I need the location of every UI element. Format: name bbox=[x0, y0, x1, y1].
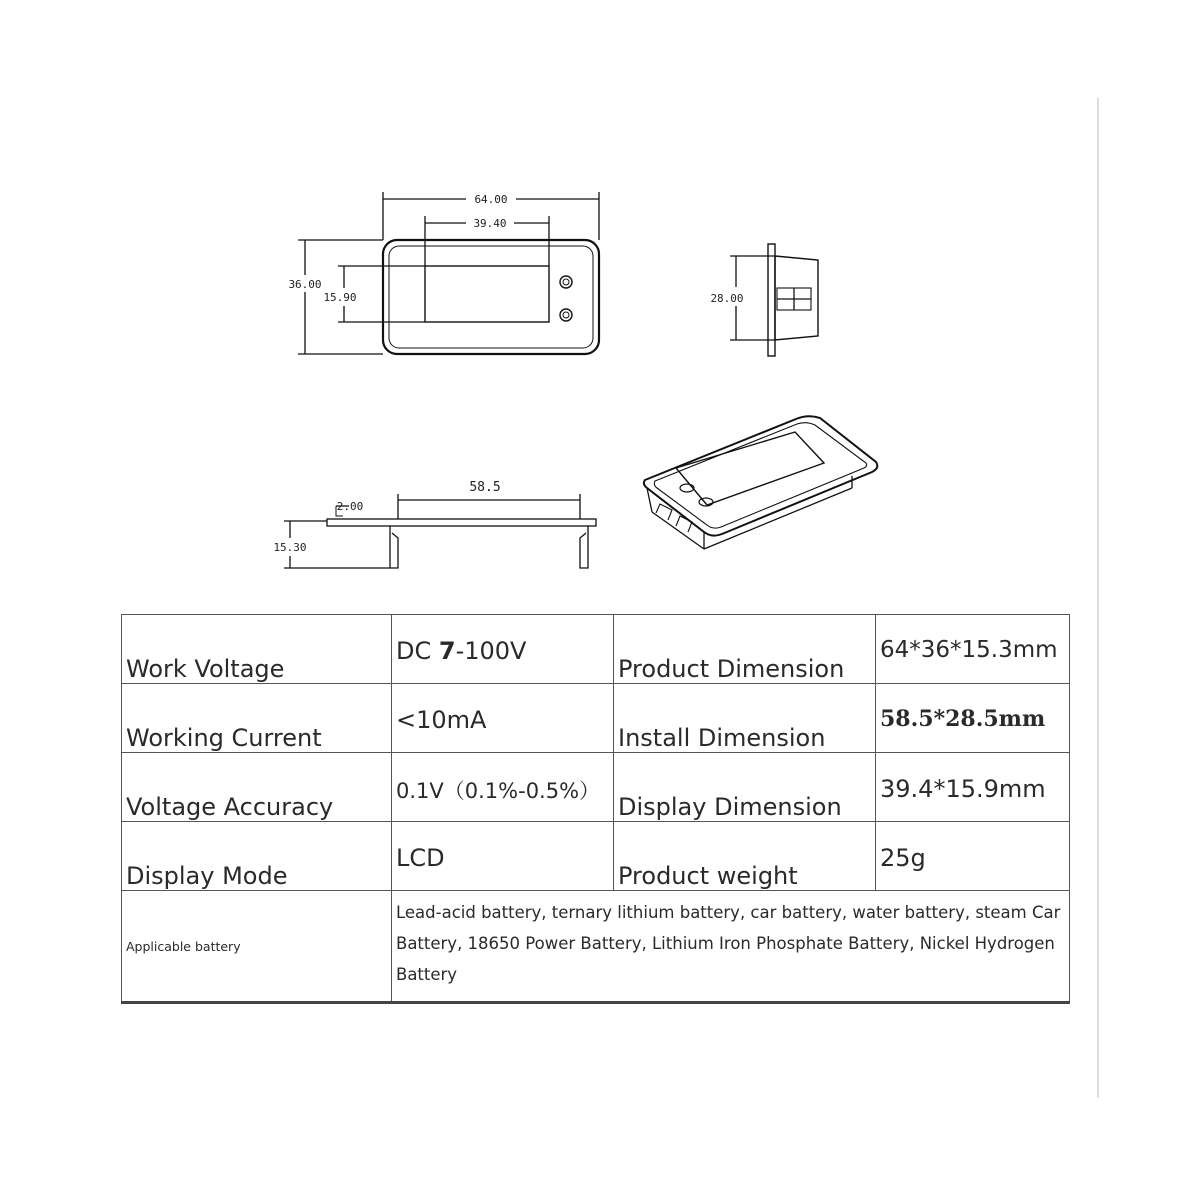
work-voltage-value: DC 7-100V bbox=[396, 637, 527, 665]
spec-row-working-current bbox=[122, 684, 1070, 753]
screen-height-label: 15.90 bbox=[323, 291, 357, 304]
install-dimension-value: 58.5*28.5mm bbox=[880, 706, 1046, 732]
depth-label: 15.30 bbox=[273, 541, 307, 554]
working-current-value: <10mA bbox=[396, 706, 487, 734]
applicable-battery-label: Applicable battery bbox=[126, 939, 241, 954]
spec-table bbox=[121, 614, 1070, 1004]
voltage-accuracy-value: 0.1V（0.1%-0.5%） bbox=[396, 779, 601, 803]
display-dimension-label: Display Dimension bbox=[618, 793, 842, 821]
product-dimension-label: Product Dimension bbox=[618, 655, 845, 683]
product-weight-value: 25g bbox=[880, 844, 926, 872]
spec-row-work-voltage bbox=[122, 615, 1070, 684]
side-height-label: 28.00 bbox=[710, 292, 744, 305]
work-voltage-label: Work Voltage bbox=[126, 655, 285, 683]
product-weight-label: Product weight bbox=[618, 862, 798, 890]
spec-row-voltage-accuracy bbox=[122, 753, 1070, 822]
display-mode-value: LCD bbox=[396, 844, 445, 872]
front-width-label: 64.00 bbox=[474, 193, 508, 206]
bottom-view bbox=[284, 494, 596, 568]
isometric-view bbox=[644, 416, 877, 549]
product-dimension-value: 64*36*15.3mm bbox=[880, 637, 1058, 663]
display-dimension-value: 39.4*15.9mm bbox=[880, 775, 1046, 803]
display-mode-label: Display Mode bbox=[126, 862, 288, 890]
working-current-label: Working Current bbox=[126, 724, 322, 752]
front-height-label: 36.00 bbox=[288, 278, 322, 291]
spec-row-display-mode bbox=[122, 822, 1070, 891]
spec-row-applicable-battery bbox=[122, 891, 1070, 1003]
flange-thickness-label: 2.00 bbox=[336, 500, 364, 513]
page-edge-line bbox=[1097, 98, 1099, 1098]
bottom-width-label: 58.5 bbox=[469, 480, 501, 495]
screen-width-label: 39.40 bbox=[473, 217, 507, 230]
install-dimension-label: Install Dimension bbox=[618, 724, 826, 752]
applicable-battery-value: Lead-acid battery, ternary lithium battery, car battery, water battery, steam Car Battery, 18650 Power Battery, Lithium Iron Phosphate Battery, Nickel Hydrogen Battery bbox=[396, 903, 1061, 984]
voltage-accuracy-label: Voltage Accuracy bbox=[126, 793, 334, 821]
front-view bbox=[298, 192, 599, 354]
